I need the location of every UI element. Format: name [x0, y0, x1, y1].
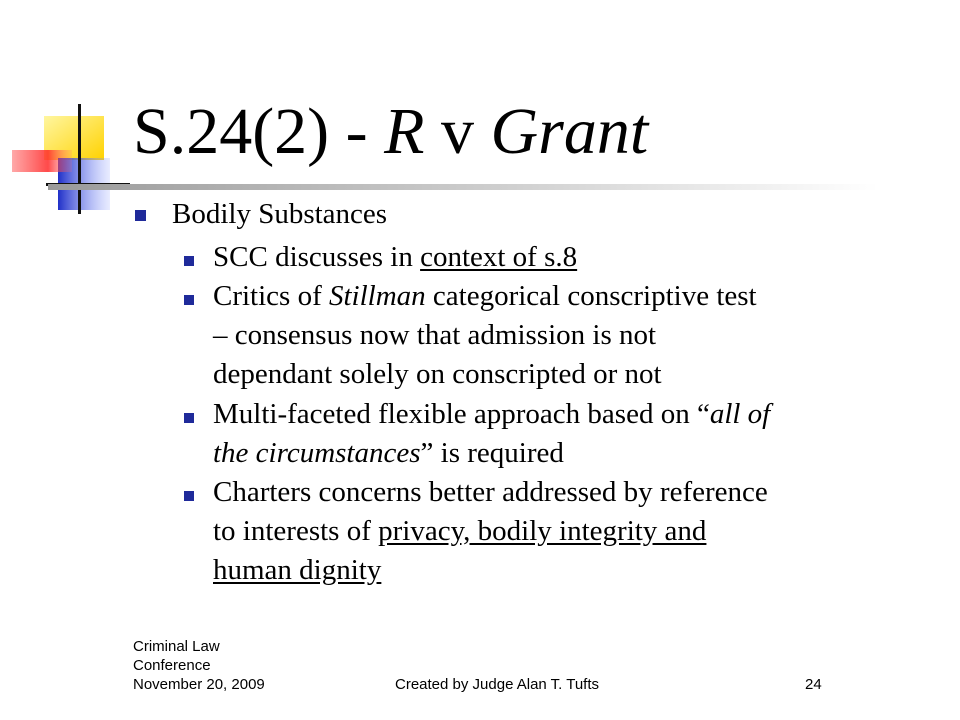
text: Critics of	[213, 280, 329, 312]
line	[213, 551, 953, 590]
text: categorical conscriptive test	[425, 280, 757, 312]
title-grant: Grant	[490, 95, 649, 168]
title-underline-rule	[48, 184, 878, 190]
footer-left	[133, 637, 265, 694]
sub-bullet-critics	[213, 277, 953, 394]
title-r: R	[384, 95, 425, 168]
text: ” is required	[420, 437, 564, 469]
line	[213, 512, 953, 551]
title-prefix: S.24(2) -	[133, 95, 385, 168]
italic-text: all of	[709, 398, 771, 430]
stillman-italic: Stillman	[329, 280, 426, 312]
line	[213, 434, 953, 473]
page-number: 24	[805, 676, 822, 693]
decorative-corner-graphic	[0, 0, 140, 230]
text: to interests of	[213, 515, 379, 547]
line: Charters concerns better addressed by reference	[213, 476, 768, 508]
text: Multi-faceted flexible approach based on “	[213, 398, 710, 430]
line	[213, 277, 953, 316]
sub-bullet-marker	[184, 295, 194, 305]
footer-center: Created by Judge Alan T. Tufts	[395, 676, 600, 693]
underlined-context: context of s.8	[420, 241, 578, 273]
sub-bullet-marker	[184, 413, 194, 423]
footer-line: Criminal Law	[133, 638, 220, 655]
line	[213, 395, 953, 434]
line: – consensus now that admission is not	[213, 319, 657, 351]
title-v: v	[424, 95, 491, 168]
sub-bullet-marker	[184, 256, 194, 266]
footer-line: November 20, 2009	[133, 676, 265, 693]
sub-bullet-multi-faceted	[213, 395, 953, 473]
footer-line: Conference	[133, 657, 211, 674]
line: dependant solely on conscripted or not	[213, 358, 662, 390]
underlined-text: privacy, bodily integrity and	[378, 515, 707, 547]
underlined-text: human dignity	[213, 554, 382, 586]
bullet-bodily-substances: Bodily Substances	[172, 198, 388, 230]
slide-title	[133, 92, 648, 172]
sub-bullet-text: SCC discusses in	[213, 241, 421, 273]
sub-bullet-marker	[184, 491, 194, 501]
sub-bullet-charters	[213, 473, 953, 590]
bullet-marker	[135, 210, 146, 221]
italic-text: the circumstances	[213, 437, 421, 469]
sub-bullet-scc	[213, 238, 953, 277]
